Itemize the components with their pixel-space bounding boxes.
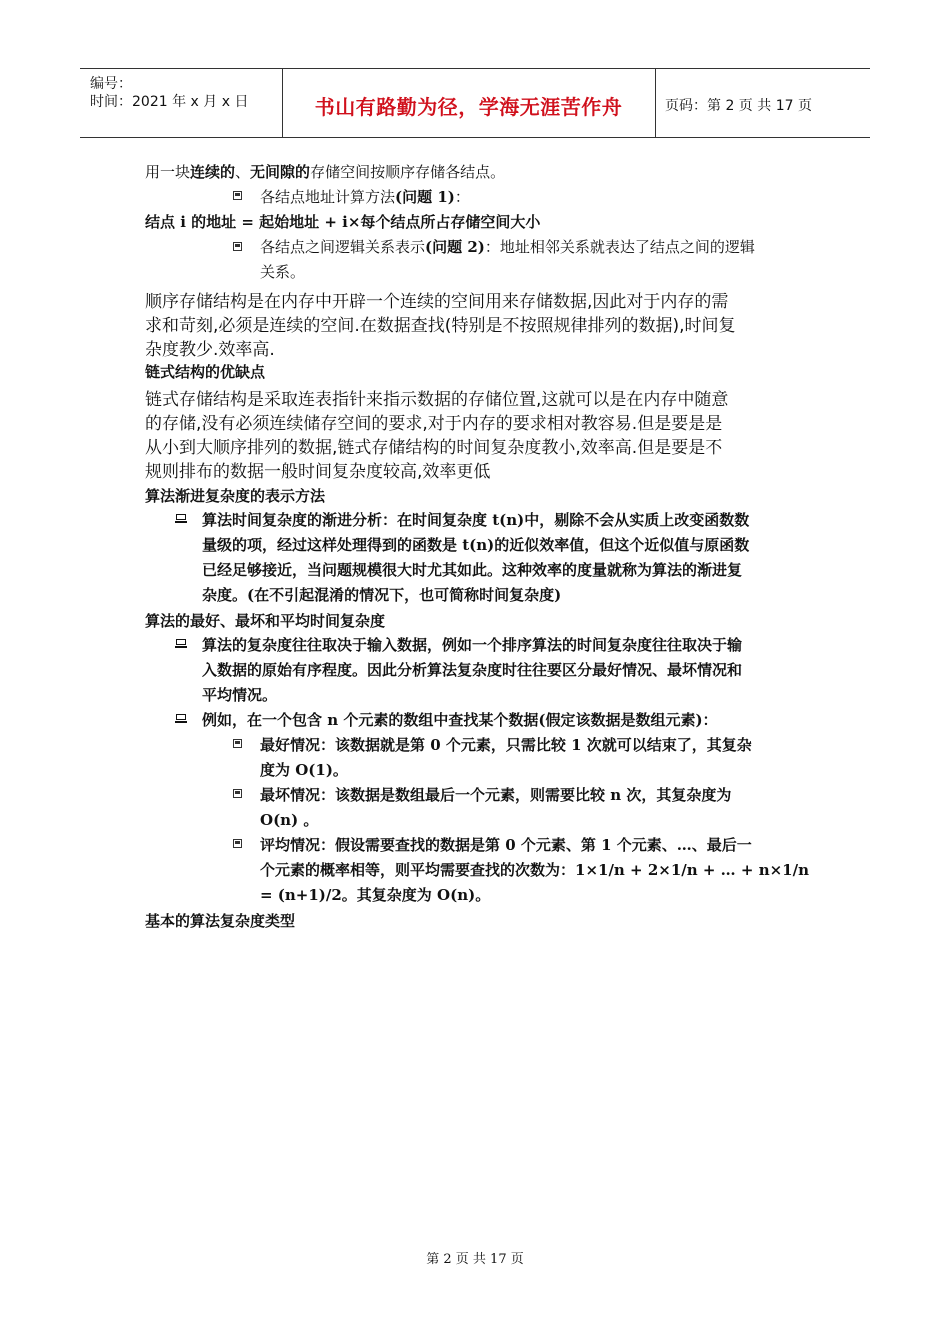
link-paragraph-line: 从小到大顺序排列的数据,链式存储结构的时间复杂度教小,效率高.但是要是不 <box>145 438 723 458</box>
computer-bullet-icon <box>175 639 187 648</box>
asym-line: 杂度。(在不引起混淆的情况下，也可简称时间复杂度) <box>202 586 562 604</box>
page-footer: 第 2 页 共 17 页 <box>426 1252 524 1267</box>
header-meta-cell <box>80 69 283 137</box>
link-paragraph-line: 的存储,没有必须连续储存空间的要求,对于内存的要求相对教容易.但是要是是 <box>145 414 723 434</box>
best-case-line: 最好情况：该数据就是第 0 个元素，只需比较 1 次就可以结束了，其复杂 <box>260 736 752 754</box>
worst-case-line: O(n) 。 <box>260 811 319 829</box>
cases-line: 算法的复杂度往往取决于输入数据，例如一个排序算法的时间复杂度往往取决于输 <box>202 636 743 654</box>
text-span: 各结点地址计算方法 <box>260 188 396 206</box>
seq-paragraph-line: 求和苛刻,必须是连续的空间.在数据查找(特别是不按照规律排列的数据),时间复 <box>145 316 736 336</box>
disk-bullet-icon <box>233 242 242 251</box>
heading-linked-structure: 链式结构的优缺点 <box>145 363 266 381</box>
bold-question-ref: (问题 1) <box>395 188 455 206</box>
disk-bullet-icon <box>233 789 242 798</box>
computer-bullet-icon <box>175 714 187 723</box>
paragraph-sequential-definition <box>145 161 505 182</box>
text-span: 存储空间按顺序存储各结点。 <box>310 163 506 181</box>
average-case-line: = (n+1)/2。其复杂度为 O(n)。 <box>260 886 491 904</box>
text-span: 用一块 <box>145 163 191 181</box>
asym-line: 已经足够接近，当问题规模很大时尤其如此。这种效率的度量就称为算法的渐进复 <box>202 561 743 579</box>
text-span: ：地址相邻关系就表达了结点之间的逻辑 <box>484 238 755 256</box>
document-date-label: 时间：2021 年 x 月 x 日 <box>90 94 249 110</box>
bold-term-continuous: 连续的 <box>190 163 236 181</box>
link-paragraph-line: 链式存储结构是采取连表指针来指示数据的存储位置,这就可以是在内存中随意 <box>145 390 729 410</box>
computer-bullet-icon <box>175 514 187 523</box>
text-span: 、 <box>235 163 251 181</box>
page-header <box>80 68 870 138</box>
seq-paragraph-line: 顺序存储结构是在内存中开辟一个连续的空间用来存储数据,因此对于内存的需 <box>145 292 729 312</box>
average-case-line: 个元素的概率相等，则平均需要查找的次数为：1×1/n + 2×1/n + … + n×1/n <box>260 861 809 879</box>
worst-case-line: 最坏情况：该数据是数组最后一个元素，则需要比较 n 次，其复杂度为 <box>260 786 732 804</box>
heading-best-worst-average: 算法的最好、最坏和平均时间复杂度 <box>145 612 386 630</box>
header-page-cell <box>655 69 870 137</box>
asym-line: 算法时间复杂度的渐进分析：在时间复杂度 t(n)中，剔除不会从实质上改变函数数 <box>202 511 750 529</box>
disk-bullet-icon <box>233 839 242 848</box>
example-line: 例如，在一个包含 n 个元素的数组中查找某个数据(假定该数据是数组元素)： <box>202 711 718 729</box>
bullet-address-method <box>260 186 470 207</box>
asym-line: 量级的项，经过这样处理得到的函数是 t(n)的近似效率值，但这个近似值与原函数 <box>202 536 750 554</box>
header-page-label: 页码：第 2 页 共 17 页 <box>665 98 812 114</box>
heading-asymptotic-complexity: 算法渐进复杂度的表示方法 <box>145 487 326 505</box>
seq-paragraph-line: 杂度教少.效率高. <box>145 340 275 360</box>
document-number-label: 编号： <box>90 76 132 92</box>
cases-line: 入数据的原始有序程度。因此分析算法复杂度时往往要区分最好情况、最坏情况和 <box>202 661 743 679</box>
disk-bullet-icon <box>233 191 242 200</box>
address-formula: 结点 i 的地址 = 起始地址 + i×每个结点所占存储空间大小 <box>145 213 541 231</box>
cases-line: 平均情况。 <box>202 686 278 704</box>
header-motto: 书山有路勤为径，学海无涯苦作舟 <box>314 95 623 119</box>
link-paragraph-line: 规则排布的数据一般时间复杂度较高,效率更低 <box>145 462 491 482</box>
text-span: ： <box>454 188 470 206</box>
disk-bullet-icon <box>233 739 242 748</box>
header-motto-cell <box>282 69 656 137</box>
text-span: 各结点之间逻辑关系表示 <box>260 238 426 256</box>
bullet-logical-relation-cont: 关系。 <box>260 263 306 281</box>
bullet-logical-relation <box>260 236 755 257</box>
average-case-line: 评均情况：假设需要查找的数据是第 0 个元素、第 1 个元素、…、最后一 <box>260 836 752 854</box>
bold-question-ref: (问题 2) <box>425 238 485 256</box>
heading-complexity-types: 基本的算法复杂度类型 <box>145 912 296 930</box>
best-case-line: 度为 O(1)。 <box>260 761 348 779</box>
bold-term-no-gap: 无间隙的 <box>250 163 311 181</box>
